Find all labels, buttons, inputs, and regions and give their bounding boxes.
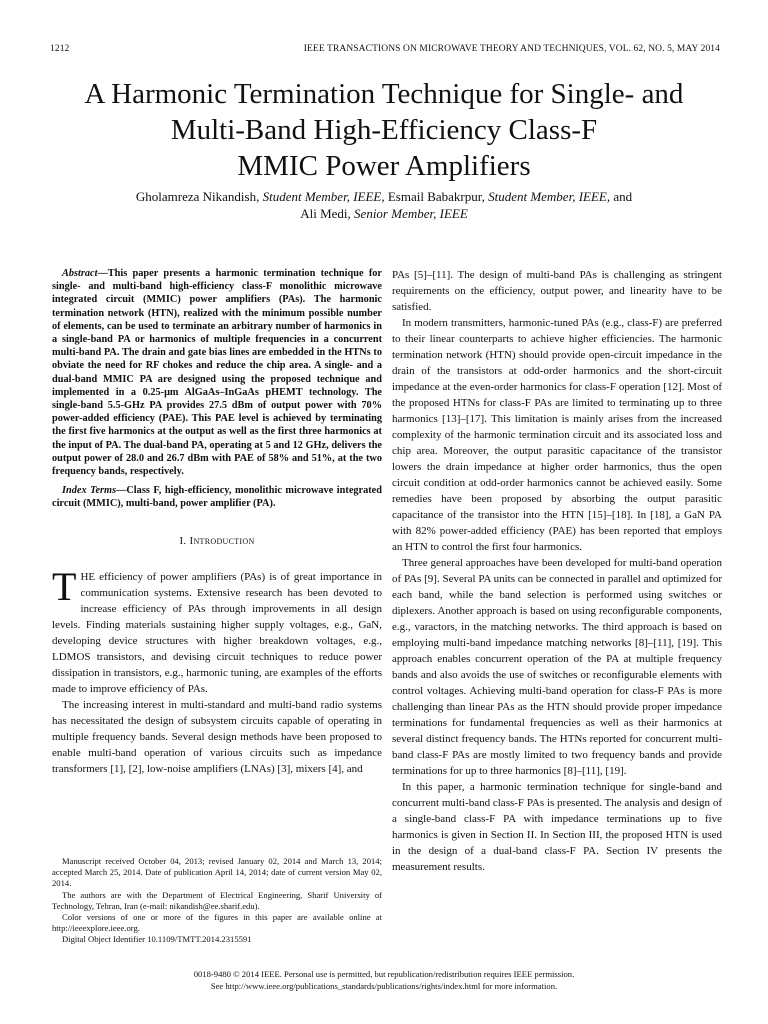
abstract: [52, 267, 382, 478]
copyright-line-1: 0018-9480 © 2014 IEEE. Personal use is permitted, but republication/redistribution requires IEEE permission.: [193, 969, 575, 979]
title-line-3: MMIC Power Amplifiers: [237, 150, 531, 182]
author-and: , and: [606, 189, 633, 204]
right-column: [392, 267, 722, 875]
footnote-manuscript: Manuscript received October 04, 2013; revised January 02, 2014 and March 13, 2014; accepted March 25, 2014. Date of publication April 14, 2014; date of current version May 02, 2014.: [52, 856, 382, 889]
right-paragraph-1: PAs [5]–[11]. The design of multi-band PAs is challenging as stringent requirements on the efficiency, output power, and linearity have to be satisfied.: [392, 269, 722, 313]
author-2-role: Student Member, IEEE: [488, 189, 607, 204]
author-3-role: Senior Member, IEEE: [354, 206, 468, 221]
footnote-doi: Digital Object Identifier 10.1109/TMTT.2014.2315591: [62, 934, 252, 945]
drop-cap: T: [52, 563, 77, 609]
first-word: HE: [80, 570, 96, 583]
page-number: 1212: [50, 44, 70, 54]
section-heading-introduction: I. Introduction: [179, 534, 255, 547]
paper-title: [40, 76, 728, 184]
journal-header: IEEE TRANSACTIONS ON MICROWAVE THEORY AND TECHNIQUES, VOL. 62, NO. 5, MAY 2014: [303, 44, 720, 54]
author-2-name: , Esmail Babakrpur,: [381, 189, 489, 204]
author-3-name: Ali Medi,: [300, 206, 355, 221]
index-terms-text: —Class F, high-efficiency, monolithic microwave integrated circuit (MMIC), multi-band, power amplifier (PA).: [52, 485, 382, 510]
copyright-notice: [40, 968, 728, 992]
right-paragraph-4: In this paper, a harmonic termination technique for single-band and concurrent multi-band class-F PAs is presented. The analysis and design of a single-band class-F PA with impedance terminations up to five harmonics is given in Section II. In Section III, the proposed HTN is used in the design of a dual-band class-F PA. Section IV presents the measurement results.: [392, 781, 722, 873]
footnotes: [52, 856, 382, 946]
title-line-1: A Harmonic Termination Technique for Single- and: [84, 78, 684, 110]
title-line-2: Multi-Band High-Efficiency Class-F: [170, 114, 598, 146]
intro-paragraph-1: [52, 563, 382, 697]
footnote-color-versions: Color versions of one or more of the figures in this paper are available online at http://ieeexplore.ieee.org.: [52, 912, 382, 934]
footnote-affiliation: The authors are with the Department of Electrical Engineering, Sharif University of Technology, Tehran, Iran (e-mail: nikandish@ee.sharif.edu).: [52, 889, 382, 911]
author-line-1: [40, 188, 728, 205]
intro-paragraph-1-text: efficiency of power amplifiers (PAs) is of great importance in communication systems. Extensive research has been devoted to increase efficiency of PAs through improvements in all design levels. Finding materials sustaining higher supply voltages, e.g., GaN, developing device structures with higher breakdown voltages, e.g., LDMOS transistors, and devising circuit techniques to reduce power dissipation in transistors, e.g., harmonic tuning, are examples of the efforts made to improve efficiency of PAs.: [52, 570, 382, 695]
index-terms-label: Index Terms: [62, 485, 117, 497]
author-1-name: Gholamreza Nikandish,: [135, 189, 263, 204]
abstract-text: —This paper presents a harmonic termination technique for single- and multi-band high-efficiency class-F monolithic microwave integrated circuit (MMIC) power amplifiers (PAs). The harmonic termination network (HTN), realized with the minimum possible number of elements, can be used to terminate an arbitrary number of harmonics in a single-band PA or harmonics of multiple frequencies in a concurrent multi-band PA. The drain and gate bias lines are embedded in the HTNs to obviate the need for RF chokes and reduce the chip area. A single- and a dual-band MMIC PA are designed using the proposed technique and implemented in a 0.25-μm AlGaAs–InGaAs pHEMT technology. The single-band 5.5-GHz PA provides 27.5 dBm of output power with 70% power-added efficiency (PAE). This PAE level is achieved by terminating the first five harmonics at the output as well as the first three harmonics at the input of PA. The dual-band PA, operating at 5 and 12 GHz, delivers the output power of 28.0 and 26.7 dBm with PAE of 58% and 51%, at the two frequency bands, respectively.: [52, 268, 382, 478]
author-1-role: Student Member, IEEE: [262, 189, 382, 204]
abstract-label: Abstract: [62, 268, 98, 279]
intro-paragraph-2: The increasing interest in multi-standard and multi-band radio systems has necessitated the design of subsystem circuits capable of operating in multiple frequency bands. Several design methods have been proposed to enable multi-band operation of various circuits such as impedance transformers [1], [2], low-noise amplifiers (LNAs) [3], mixers [4], and: [52, 698, 382, 775]
author-line-2: [40, 205, 728, 222]
left-column: [52, 267, 382, 777]
running-head: [50, 43, 720, 57]
index-terms: [52, 484, 382, 510]
right-paragraph-2: In modern transmitters, harmonic-tuned PAs (e.g., class-F) are preferred to their linear counterparts to achieve higher efficiencies. The harmonic termination network (HTN) should provide open-circuit impedance in the drain of the transistors at odd-order harmonics and the short-circuit impedance at the even-order harmonics for class-F operation [12]. Most of the proposed HTNs for class-F PAs are limited to terminating up to three harmonics [13]–[17]. This limitation is mainly arises from the increased complexity of the harmonic termination circuit and its associated loss and chip area. Moreover, the output parasitic capacitance of the transistor lowers the drain impedance at higher order harmonics, thus the open circuit condition at odd-order harmonics cannot be achieved easily. Some remedies have been proposed by absorbing the output parasitic capacitance of the transistor into the HTN [15]–[18]. In [18], a GaN PA with 82% power-added efficiency (PAE) has been reported that employs an HTN to control the first four harmonics.: [392, 317, 722, 553]
author-list: [40, 188, 728, 222]
copyright-line-2: See http://www.ieee.org/publications_standards/publications/rights/index.html for more information.: [210, 981, 558, 991]
right-paragraph-3: Three general approaches have been developed for multi-band operation of PAs [9]. Several PA units can be connected in parallel and optimized for each band, while the band selection is performed using switches or diplexers. Another approach is based on using reconfigurable components, e.g., varactors, in the matching networks. The third approach is based on employing multi-band impedance matching networks [8]–[11], [19]. This approach enables concurrent operation of the PA at multiple frequency bands and also avoids the use of switches or reconfigurable elements with control voltages. Achieving multi-band operation for class-F PAs is more challenging than linear PAs as the HTN should provide proper impedance terminations for fundamental frequencies as well as their harmonics at several distinct frequency bands. The HTNs reported for concurrent multi-band class-F PAs are mostly limited to two frequency bands and provide terminations for up to three harmonics [8]–[11], [19].: [392, 557, 722, 777]
